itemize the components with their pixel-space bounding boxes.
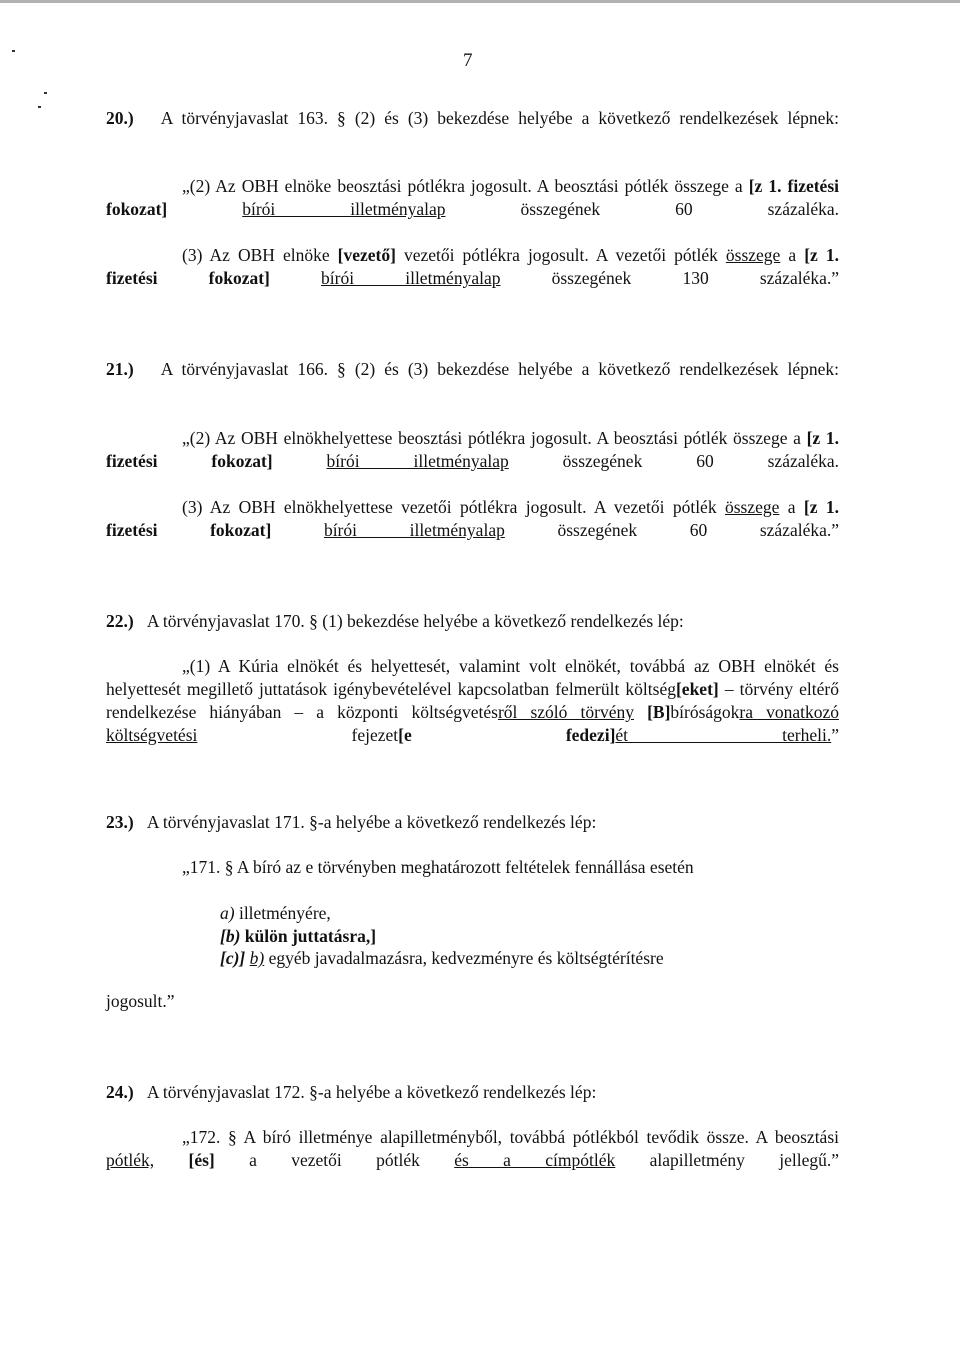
list-text: illetményére,: [234, 903, 331, 923]
deleted-list-label: [b): [220, 926, 245, 946]
text-run: a vezetői pótlék: [214, 1150, 455, 1170]
item-number: 20.): [106, 108, 134, 128]
item-intro-text: A törvényjavaslat 172. §-a helyébe a következő rendelkezés lép:: [146, 1082, 597, 1102]
text-run: [634, 702, 647, 722]
inserted-text: bírói illetményalap: [242, 199, 446, 219]
deleted-text: [B]: [647, 702, 671, 722]
item-21-intro: [106, 358, 839, 381]
item-24-paragraph-2: [106, 1126, 839, 1172]
inserted-text: ről szóló törvény: [497, 702, 634, 722]
text-run: „172. § A bíró illetménye alapilletményből, továbbá pótlékból tevődik össze. A beosztási: [182, 1127, 839, 1147]
item-23-list-a: [220, 902, 331, 925]
deleted-text: [z 1. fizetési fokozat]: [106, 497, 839, 540]
text-run: (3) Az OBH elnöke: [182, 245, 338, 265]
inserted-list-label: b): [249, 948, 265, 968]
item-intro-text: A törvényjavaslat 166. § (2) és (3) bekezdése helyébe a következő rendelkezések lépnek:: [160, 359, 840, 379]
item-23-intro: [106, 811, 839, 834]
text-run: összegének 60 százaléka.: [508, 451, 840, 471]
text-run: a: [780, 245, 805, 265]
item-23-closing: jogosult.”: [106, 991, 175, 1011]
text-run: összegének 130 százaléka.”: [500, 268, 840, 288]
text-run: összegének 60 százaléka.: [445, 199, 840, 219]
scan-edge-artifact: [0, 0, 960, 3]
item-intro-text: A törvényjavaslat 170. § (1) bekezdése helyébe a következő rendelkezés lép:: [146, 611, 684, 631]
text-run: [271, 520, 324, 540]
text-run: összegének 60 százaléka.”: [504, 520, 840, 540]
list-text: egyéb javadalmazásra, kedvezményre és költségtérítésre: [264, 948, 664, 968]
text-run: [154, 1150, 188, 1170]
item-22-intro: [106, 610, 839, 633]
scan-speck: [38, 106, 41, 108]
deleted-text: [e fedezi]: [398, 725, 616, 745]
item-23-list-c: [220, 947, 664, 970]
scan-speck: [44, 92, 47, 94]
text-run: vezetői pótlékra jogosult. A vezetői pótlék: [395, 245, 726, 265]
deleted-text: [eket]: [675, 679, 719, 699]
item-20-paragraph-2: [106, 175, 839, 221]
inserted-text: bírói illetményalap: [321, 268, 501, 288]
inserted-text: ra vonatkozó költségvetési: [106, 702, 839, 745]
text-run: – törvény eltérő rendelkezése hiányában – a központi költségvetés: [106, 679, 840, 722]
inserted-text: bírói illetményalap: [326, 451, 509, 471]
item-number: 24.): [106, 1082, 134, 1102]
item-number: 22.): [106, 611, 134, 631]
item-21-paragraph-2: [106, 427, 839, 473]
text-run: alapilletmény jellegű.”: [615, 1150, 840, 1170]
list-label: a): [220, 903, 235, 923]
text-run: bíróságok: [670, 702, 740, 722]
inserted-text: összege: [724, 497, 780, 517]
text-run: a: [779, 497, 804, 517]
inserted-text: összege: [725, 245, 781, 265]
item-number: 21.): [106, 359, 134, 379]
item-20-intro: [106, 107, 839, 130]
inserted-text: és a címpótlék: [454, 1150, 616, 1170]
deleted-list-label: [c)]: [220, 948, 246, 968]
inserted-text: bírói illetményalap: [323, 520, 505, 540]
item-24-intro: [106, 1081, 839, 1104]
deleted-text: [z 1. fizetési fokozat]: [106, 245, 839, 288]
item-intro-text: A törvényjavaslat 171. §-a helyébe a következő rendelkezés lép:: [146, 812, 597, 832]
text-run: „(2) Az OBH elnöke beosztási pótlékra jogosult. A beosztási pótlék összege a: [182, 176, 749, 196]
text-run: „(2) Az OBH elnökhelyettese beosztási pótlékra jogosult. A beosztási pótlék összege a: [182, 428, 807, 448]
deleted-text: [és]: [188, 1150, 215, 1170]
item-number: 23.): [106, 812, 134, 832]
text-run: [167, 199, 242, 219]
item-20-paragraph-3: [106, 244, 839, 290]
item-22-paragraph-2: [106, 655, 839, 747]
text-run: ”: [831, 725, 840, 745]
inserted-text: ét terheli.: [615, 725, 832, 745]
text-run: [273, 451, 327, 471]
text-run: [270, 268, 321, 288]
deleted-text: [vezető]: [337, 245, 396, 265]
page-number: 7: [463, 50, 473, 71]
item-intro-text: A törvényjavaslat 163. § (2) és (3) bekezdése helyébe a következő rendelkezések lépnek:: [160, 108, 840, 128]
item-23-list-b: [220, 925, 376, 948]
item-21-paragraph-3: [106, 496, 839, 542]
deleted-text: [z 1. fizetési fokozat]: [106, 428, 839, 471]
inserted-text: pótlék,: [106, 1150, 155, 1170]
item-23-lead: „171. § A bíró az e törvényben meghatározott feltételek fennállása esetén: [182, 857, 694, 877]
text-run: „(1) A Kúria elnökét és helyettesét, valamint volt elnökét, továbbá az OBH elnökét és helyettesét megillető juttatások igénybevételével kapcsolatban felmerült költség: [106, 656, 839, 699]
text-run: fejezet: [197, 725, 399, 745]
scan-speck: [12, 50, 15, 52]
deleted-text: [z 1. fizetési fokozat]: [106, 176, 839, 219]
text-run: (3) Az OBH elnökhelyettese vezetői pótlékra jogosult. A vezetői pótlék: [182, 497, 725, 517]
deleted-text: külön juttatásra,]: [244, 926, 377, 946]
